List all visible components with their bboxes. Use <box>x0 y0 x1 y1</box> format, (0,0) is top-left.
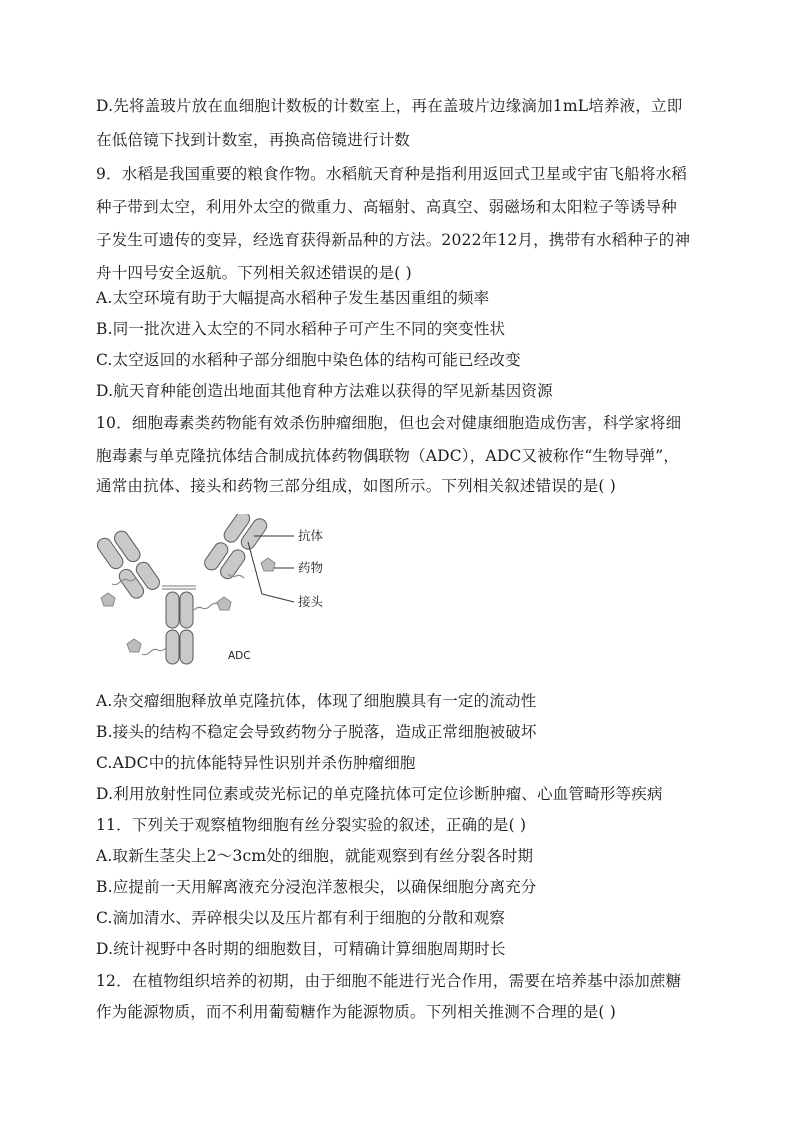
text-line: 作为能源物质，而不利用葡萄糖作为能源物质。下列相关推测不合理的是( ) <box>96 1003 617 1021</box>
label-adc: ADC <box>228 650 251 662</box>
text-line: 通常由抗体、接头和药物三部分组成，如图所示。下列相关叙述错误的是( ) <box>96 477 617 495</box>
text-line: 胞毒素与单克隆抗体结合制成抗体药物偶联物（ADC），ADC又被称作“生物导弹”， <box>96 447 680 465</box>
option-c: C.太空返回的水稻种子部分细胞中染色体的结构可能已经改变 <box>96 351 521 369</box>
question-9-line: 9．水稻是我国重要的粮食作物。水稻航天育种是指利用返回式卫星或宇宙飞船将水稻 <box>96 165 687 183</box>
option-b: B.应提前一天用解离液充分浸泡洋葱根尖，以确保细胞分离充分 <box>96 878 537 896</box>
option-b: B.同一批次进入太空的不同水稻种子可产生不同的突变性状 <box>96 320 506 338</box>
option-c: C.滴加清水、弄碎根尖以及压片都有利于细胞的分散和观察 <box>96 909 506 927</box>
label-antibody: 抗体 <box>298 528 324 543</box>
option-b: B.接头的结构不稳定会导致药物分子脱落，造成正常细胞被破坏 <box>96 723 537 741</box>
question-11-line: 11．下列关于观察植物细胞有丝分裂实验的叙述，正确的是( ) <box>96 816 527 834</box>
adc-antibody-figure <box>96 514 356 674</box>
label-drug: 药物 <box>298 560 324 575</box>
text-line: 舟十四号安全返航。下列相关叙述错误的是( ) <box>96 264 412 282</box>
label-linker: 接头 <box>298 594 324 609</box>
option-a: A.取新生茎尖上2～3cm处的细胞，就能观察到有丝分裂各时期 <box>96 847 534 865</box>
text-line: 子发生可遗传的变异，经选育获得新品种的方法。2022年12月，携带有水稻种子的神 <box>96 231 691 249</box>
question-10-line: 10．细胞毒素类药物能有效杀伤肿瘤细胞，但也会对健康细胞造成伤害，科学家将细 <box>96 414 682 432</box>
option-d: D.统计视野中各时期的细胞数目，可精确计算细胞周期时长 <box>96 940 506 958</box>
option-a: A.杂交瘤细胞释放单克隆抗体，体现了细胞膜具有一定的流动性 <box>96 692 537 710</box>
text-line: 种子带到太空，利用外太空的微重力、高辐射、高真空、弱磁场和太阳粒子等诱导种 <box>96 198 677 216</box>
option-c: C.ADC中的抗体能特异性识别并杀伤肿瘤细胞 <box>96 754 416 772</box>
text-line: 在低倍镜下找到计数室，再换高倍镜进行计数 <box>96 131 411 149</box>
option-d: D.利用放射性同位素或荧光标记的单克隆抗体可定位诊断肿瘤、心血管畸形等疾病 <box>96 785 663 803</box>
question-12-line: 12．在植物组织培养的初期，由于细胞不能进行光合作用，需要在培养基中添加蔗糖 <box>96 972 682 990</box>
option-a: A.太空环境有助于大幅提高水稻种子发生基因重组的频率 <box>96 289 490 307</box>
text-line: D.先将盖玻片放在血细胞计数板的计数室上，再在盖玻片边缘滴加1mL培养液，立即 <box>96 97 683 115</box>
option-d: D.航天育种能创造出地面其他育种方法难以获得的罕见新基因资源 <box>96 382 553 400</box>
